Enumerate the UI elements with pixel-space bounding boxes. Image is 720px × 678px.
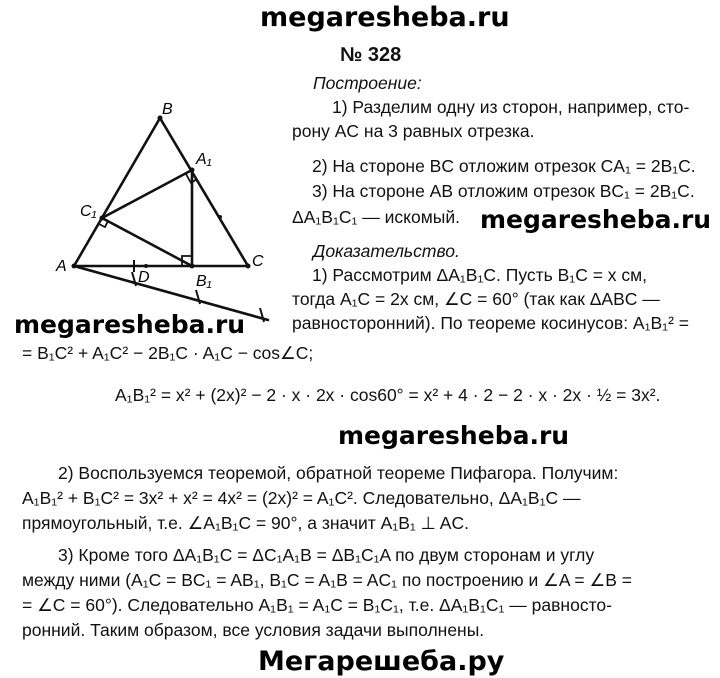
paragraph3-line: между ними (A₁C = BC₁ = AB₁, B₁C = A₁B = AC₁ по построению и ∠A = ∠B = — [22, 570, 632, 590]
construction-line: 2) На стороне BC отложим отрезок CA₁ = 2B₁C. — [312, 156, 696, 176]
label-vertex-a: A — [56, 258, 67, 275]
label-point-d: D — [138, 269, 150, 286]
side-bc — [160, 118, 248, 266]
construction-heading: Построение: — [313, 73, 422, 93]
label-vertex-b: B — [162, 101, 173, 118]
paragraph3-line: = ∠C = 60°). Следовательно A₁B₁ = A₁C = B₁C₁, т.е. ΔA₁B₁C₁ — равносто- — [22, 595, 612, 615]
label-vertex-b1: B₁ — [196, 273, 212, 290]
proof-line: тогда A₁C = 2x см, ∠C = 60° (так как ΔABC — — [292, 289, 660, 309]
site-watermark-right: megaresheba.ru — [480, 205, 712, 234]
auxiliary-ray — [74, 266, 268, 320]
proof-line: равносторонний). По теореме косинусов: A₁B₁² = — [292, 313, 689, 333]
site-watermark-left: megaresheba.ru — [14, 310, 246, 339]
site-watermark-top: megaresheba.ru — [260, 2, 510, 33]
triangle-construction-diagram — [50, 96, 285, 326]
division-mark — [196, 290, 200, 304]
label-vertex-a1: A₁ — [196, 151, 212, 168]
proof-heading: Доказательство. — [313, 241, 460, 261]
label-vertex-c: C — [252, 253, 264, 270]
construction-result: ΔA₁B₁C₁ — искомый. — [292, 207, 460, 227]
paragraph3-line: ронний. Таким образом, все условия задачи выполнены. — [22, 620, 485, 640]
construction-line: рону AC на 3 равных отрезка. — [292, 121, 535, 141]
label-vertex-c1: C₁ — [80, 203, 97, 220]
paragraph2-line: A₁B₁² + B₁C² = 3x² + x² = 4x² = (2x)² = A₁C². Следовательно, ΔA₁B₁C — — [22, 488, 581, 508]
site-watermark-middle: megaresheba.ru — [338, 421, 570, 450]
construction-line: 3) На стороне AB отложим отрезок BC₁ = 2B₁C. — [312, 181, 695, 201]
problem-number: № 328 — [340, 44, 402, 66]
proof-formula: A₁B₁² = x² + (2x)² − 2 · x · 2x · cos60° = x² + 4 · 2 − 2 · x · 2x · ½ = 3x². — [115, 385, 661, 405]
paragraph2-line: прямоугольный, т.е. ∠A₁B₁C = 90°, а значит A₁B₁ ⊥ AC. — [22, 513, 469, 533]
division-mark — [260, 308, 264, 322]
construction-line: 1) Разделим одну из сторон, например, сто- — [332, 97, 690, 117]
paragraph3-line: 3) Кроме того ΔA₁B₁C = ΔC₁A₁B = ΔB₁C₁A по двум сторонам и углу — [58, 545, 595, 565]
paragraph2-line: 2) Воспользуемся теоремой, обратной теореме Пифагора. Получим: — [58, 463, 619, 483]
segment-b1c1 — [102, 218, 192, 266]
proof-line: = B₁C² + A₁C² − 2B₁C · A₁C − cos∠C; — [22, 343, 314, 363]
proof-line: 1) Рассмотрим ΔA₁B₁C. Пусть B₁C = x см, — [312, 265, 648, 285]
side-ab — [74, 118, 160, 266]
site-watermark-bottom: Мегарешеба.ру — [258, 646, 505, 677]
